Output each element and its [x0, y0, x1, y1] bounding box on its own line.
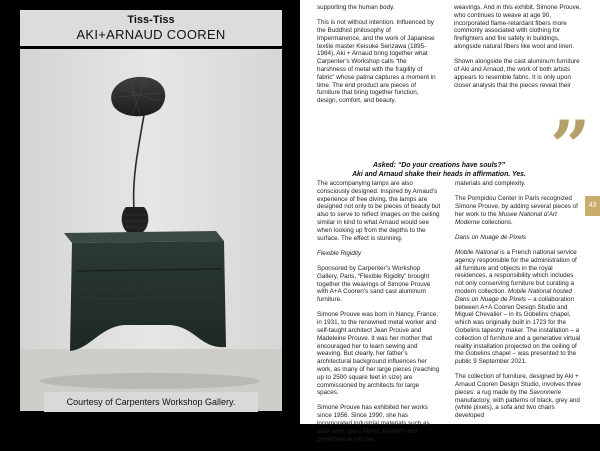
text-span: The Pompidou Center in Paris recognized Simone Prouve, by adding several pieces of her work to the	[455, 195, 578, 218]
emphasis: Musee National d’Art Moderne	[455, 210, 557, 226]
text-span: manufactory, with patterns of black, grey and (white pixels), a sofa and two chairs developed	[455, 396, 580, 420]
pull-quote-line: Asked: “Do your creations have souls?”	[372, 162, 506, 169]
paragraph: Simone Prouve has exhibited her works since 1956. Since 1990, she has incorporated industrial materials such as steel wire, glass fibres, Kevlar® and polyethylene into her	[317, 404, 430, 443]
woven-vase	[122, 207, 149, 233]
section-heading: Flexible Rigidity	[317, 249, 362, 257]
paragraph: Sponsored by Carpenter’s Workshop Gallery, Paris, “Flexible Rigidity” brought together the weavings of Simone Prouve with A+A Cooren’s sand cast aluminum furniture.	[317, 264, 431, 304]
section-heading: Dans un Nuage de Pixels	[455, 233, 527, 241]
text-span: – a collaboration between A+A Cooren Design Studio and Miguel Chevalier – in its Gobelins chapel, which was originally built in 1723 for the Gobelins tapestry maker. The installation – a collection of furniture and a generative virtual reality installation projected on the ceiling of the Gobelins chapel – was presented to the public 9 September 2021.	[455, 295, 581, 366]
column-1-bottom	[317, 180, 441, 451]
photo-illustration	[20, 49, 282, 411]
column-2-bottom	[455, 180, 582, 427]
pull-quote-line: Aki and Arnaud shake their heads in affirmation. Yes.	[352, 171, 526, 178]
page-title: Tiss-Tiss	[127, 14, 175, 26]
text-span: collections.	[479, 218, 513, 226]
furniture-photo	[20, 49, 282, 411]
left-page	[0, 0, 300, 424]
emphasis: Mobile National hosted Dans un Nuage de Pixels	[455, 287, 572, 303]
paragraph: Shown alongside the cast aluminum furniture of Aki and Arnaud, the work of both artists appears to resemble fabric. It is only upon closer analysis that the pieces reveal their	[454, 58, 580, 89]
paragraph: This is not without intention. Influenced by the Buddhist philosophy of Impermanence, and the work of Japanese textile master Keisuke Serizawa (1895-1984), Aki + Arnaud bring together what Carpenter’s Workshop calls “the harshness of metal with the fragility of fabric” whose patina captures a moment in time. The end product are pieces of furniture that bring together function, design, comfort, and beauty.	[317, 19, 436, 105]
page-number: 43	[585, 196, 600, 216]
pull-quote	[334, 161, 544, 179]
paragraph: supporting the human body.	[317, 4, 395, 11]
text-span: The collection of furniture, designed by Aki + Arnaud Cooren Design Studio, involves three pieces: a rug made by the	[455, 373, 582, 396]
quote-mark-icon: ”	[550, 105, 591, 188]
paragraph	[455, 195, 582, 226]
paragraph: Simone Prouve was born in Nancy, France, in 1931, to the renowned metal worker and self-taught architect Jean Prouve and Madeleine Prouve. It was her mother that encouraged her to learn sewing and weaving. But clearly, her father’s architectural background influences her work, as many of her large pieces (reaching up to 2500 square feet in size) are commissioned by architects for large spaces.	[317, 311, 440, 397]
title-box	[20, 10, 282, 46]
paragraph: weavings. And in this exhibit, Simone Prouve, who continues to weave at age 90, incorporated flame-retardant fibers more commonly associated with clothing for firefighters and fire safety in buildings, alongside natural fibers like wool and linen.	[454, 4, 582, 50]
photo-caption: Courtesy of Carpenters Workshop Gallery.	[44, 392, 258, 412]
paragraph	[455, 249, 582, 366]
page-subtitle: AKI+ARNAUD COOREN	[76, 27, 226, 42]
column-1-top	[317, 4, 436, 112]
column-2-top	[454, 4, 582, 97]
emphasis: Mobile National	[455, 248, 499, 256]
paragraph	[455, 373, 582, 420]
emphasis: Savonnerie	[529, 388, 562, 396]
paragraph: The accompanying lamps are also consciously designed. Inspired by Arnaud’s experience of free diving, the lamps are designed not only to be pieces of beauty but also to serve to reflect images on the ceiling similar in kind to what Arnaud would see when looking up from the depths to the surface. The effect is stunning.	[317, 180, 441, 242]
text-span: is a French national service agency responsible for the administration of all furniture and objects in the royal residences, a responsibility which includes not only conserving furniture but curating a modern collection.	[455, 248, 577, 295]
paragraph: materials and complexity.	[455, 180, 526, 187]
